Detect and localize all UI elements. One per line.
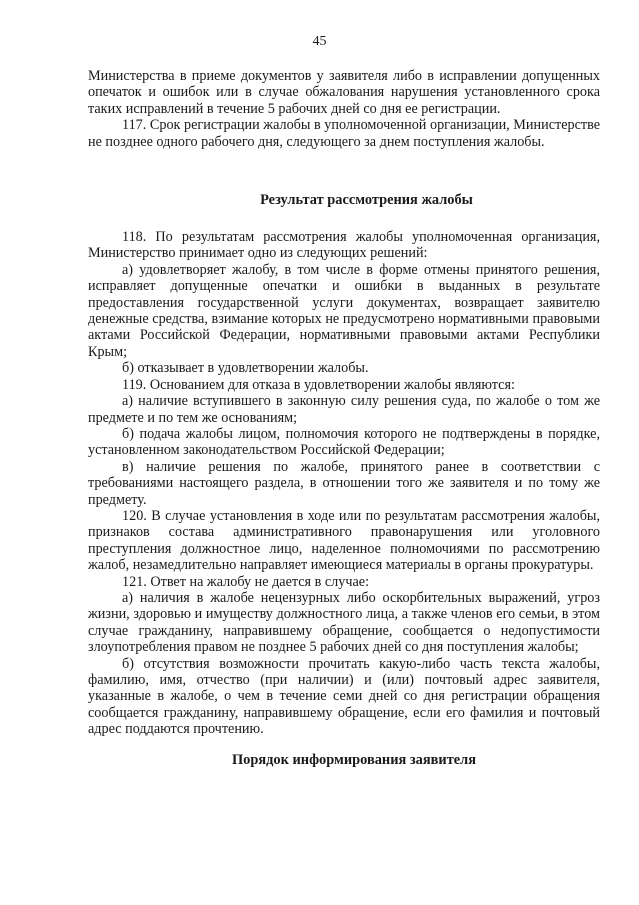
paragraph-continuation: Министерства в приеме документов у заявителя либо в исправлении допущенных опечаток и ошибок или в случае обжалования нарушения установленного срока таких исправлений в течение 5 рабочих дней со дня ее регистрации. (88, 68, 600, 117)
paragraph-121-a: а) наличия в жалобе нецензурных либо оскорбительных выражений, угроз жизни, здоровью и имуществу должностного лица, а также членов его семьи, в этом случае гражданину, направившему обращение, сообщается о недопустимости злоупотребления правом не позднее 5 рабочих дней со дня поступления жалобы; (88, 589, 600, 656)
paragraph-119-b: б) подача жалобы лицом, полномочия которого не подтверждены в порядке, установленном законодательством Российской Федерации; (88, 425, 600, 459)
paragraph-118: 118. По результатам рассмотрения жалобы уполномоченная организация, Министерство принимает одно из следующих решений: (88, 229, 600, 262)
section-heading-inform: Порядок информирования заявителя (231, 751, 477, 768)
paragraph-118-a: а) удовлетворяет жалобу, в том числе в форме отмены принятого решения, исправляет допущенные опечатки и ошибки в выданных в результате предоставления государственной услуги документах, возвращает заявителю денежные средства, взимание которых не предусмотрено нормативными правовыми актами Российской Федерации, нормативными правовыми актами Республики Крым; (88, 261, 600, 360)
paragraph-117: 117. Срок регистрации жалобы в уполномоченной организации, Министерстве не позднее одного рабочего дня, следующего за днем поступления жалобы. (88, 117, 600, 150)
document-body (88, 68, 600, 769)
page-number: 45 (312, 34, 327, 49)
paragraph-118-b: б) отказывает в удовлетворении жалобы. (122, 360, 369, 377)
paragraph-119-a: а) наличие вступившего в законную силу решения суда, по жалобе о том же предмете и по тем же основаниям; (88, 393, 600, 426)
paragraph-121-b: б) отсутствия возможности прочитать какую-либо часть текста жалобы, фамилию, имя, отчество (при наличии) и (или) почтовый адрес заявителя, указанные в жалобе, о чем в течение семи дней со дня регистрации обращения сообщается гражданину, направившему обращение, если его фамилия и почтовый адрес поддаются прочтению. (88, 655, 600, 738)
paragraph-119: 119. Основанием для отказа в удовлетворении жалобы являются: (122, 376, 515, 393)
paragraph-121: 121. Ответ на жалобу не дается в случае: (122, 573, 370, 590)
section-heading-result: Результат рассмотрения жалобы (260, 192, 473, 209)
paragraph-119-v: в) наличие решения по жалобе, принятого ранее в соответствии с требованиями настоящего раздела, в отношении того же заявителя и по тому же предмету. (88, 458, 600, 508)
paragraph-120: 120. В случае установления в ходе или по результатам рассмотрения жалобы, признаков состава административного правонарушения или уголовного преступления должностное лицо, наделенное полномочиями по рассмотрению жалоб, незамедлительно направляет имеющиеся материалы в органы прокуратуры. (88, 507, 600, 574)
